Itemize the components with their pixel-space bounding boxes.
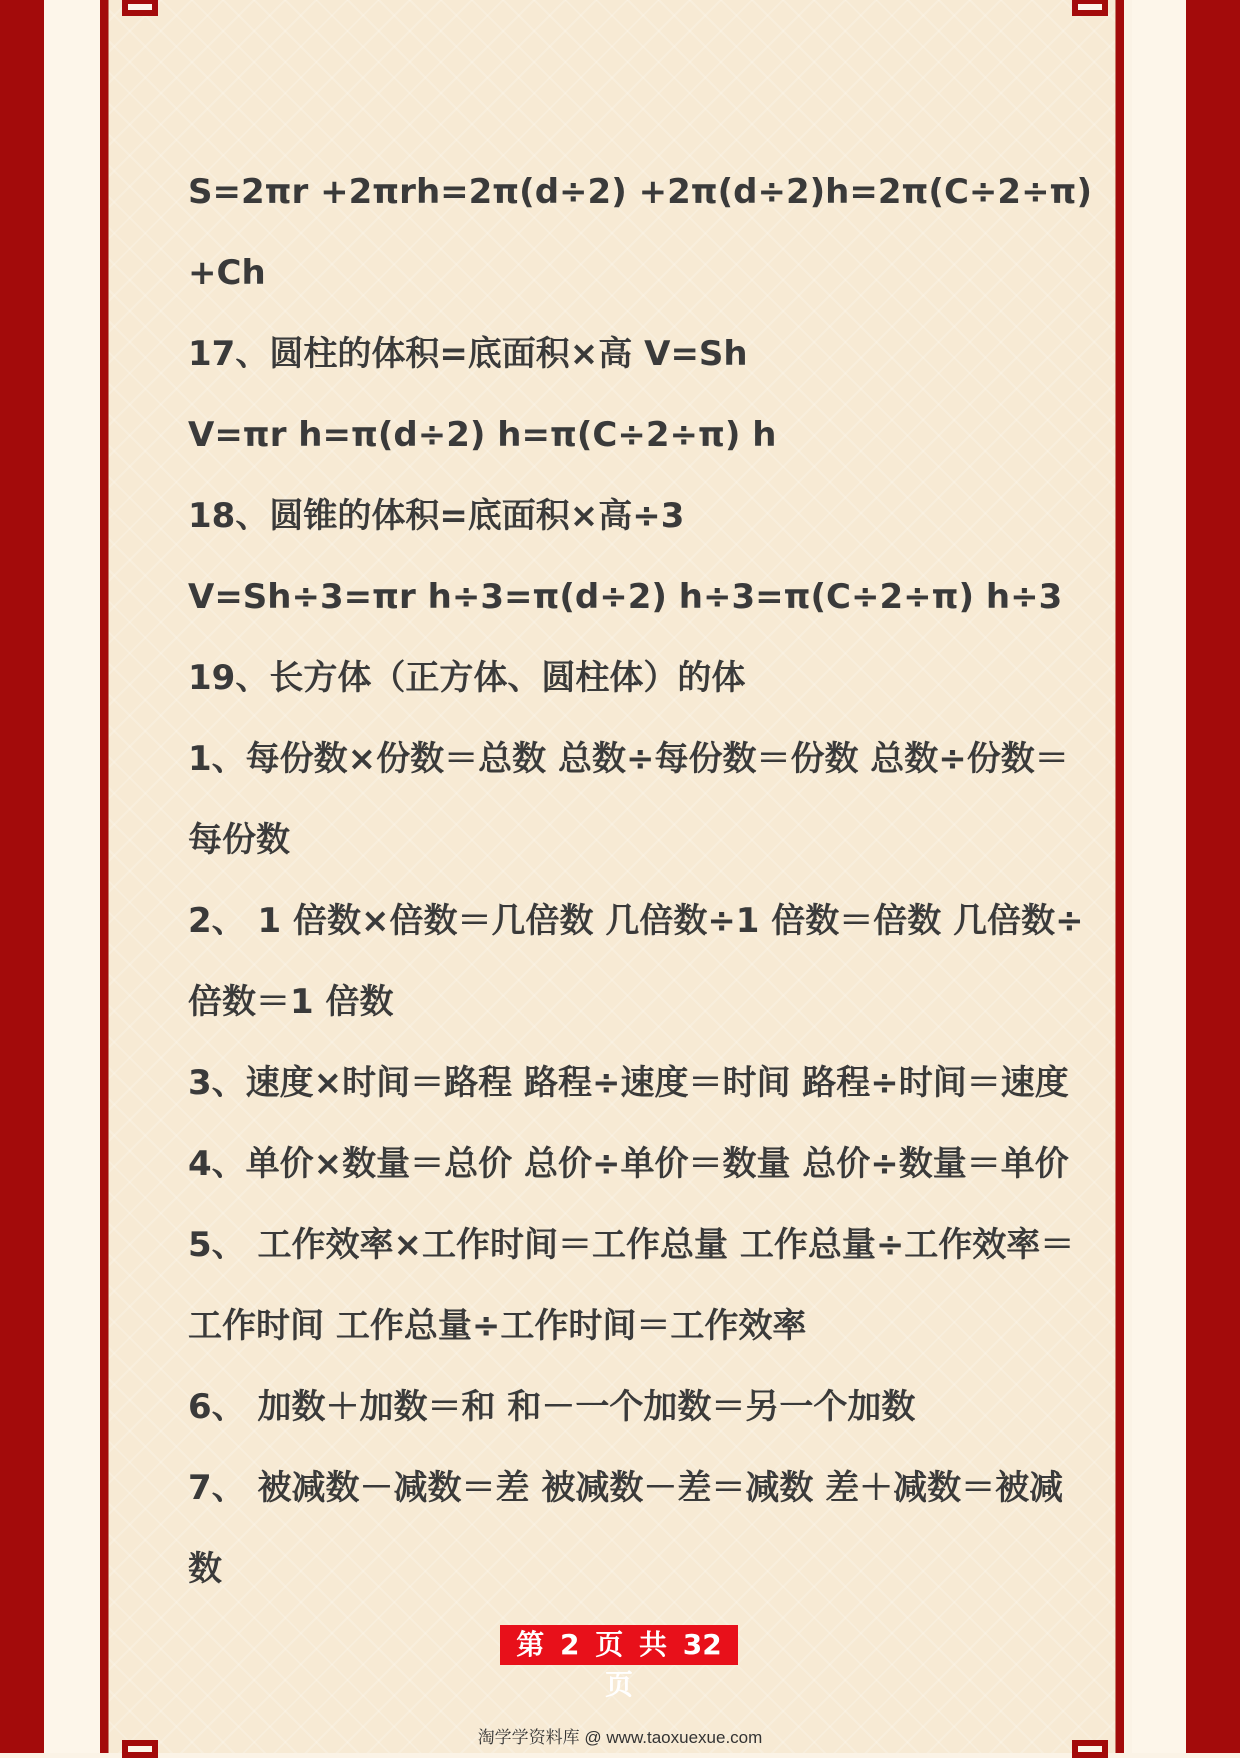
text-line: +Ch [188, 253, 266, 293]
text-line: 17、圆柱的体积=底面积×高 V=Sh [188, 334, 748, 374]
right-margin-strip [1132, 0, 1186, 1753]
footer-watermark: 淘学学资料库 @ www.taoxuexue.com [477, 1728, 763, 1747]
text-line: V=πr h=π(d÷2) h=π(C÷2÷π) h [188, 415, 777, 455]
text-line: 倍数＝1 倍数 [188, 982, 394, 1022]
left-border-band [0, 0, 44, 1753]
text-line: 数 [188, 1549, 222, 1589]
formula-content [188, 152, 1092, 1610]
text-line: 2、 1 倍数×倍数＝几倍数 几倍数÷1 倍数＝倍数 几倍数÷ [188, 901, 1084, 941]
text-line: 工作时间 工作总量÷工作时间＝工作效率 [188, 1306, 807, 1346]
text-line: S=2πr +2πrh=2π(d÷2) +2π(d÷2)h=2π(C÷2÷π) [188, 172, 1092, 212]
text-line: 19、长方体（正方体、圆柱体）的体 [188, 658, 746, 698]
left-margin-strip [44, 0, 100, 1753]
text-line: 7、 被减数－减数＝差 被减数－差＝减数 差＋减数＝被减 [188, 1468, 1064, 1508]
text-line: 3、速度×时间＝路程 路程÷速度＝时间 路程÷时间＝速度 [188, 1063, 1069, 1103]
text-line: 4、单价×数量＝总价 总价÷单价＝数量 总价÷数量＝单价 [188, 1144, 1069, 1184]
text-line: 每份数 [188, 820, 290, 860]
text-line: 5、 工作效率×工作时间＝工作总量 工作总量÷工作效率＝ [188, 1225, 1075, 1265]
corner-ornament-top-left [122, 0, 158, 16]
corner-ornament-top-right [1072, 0, 1108, 16]
text-line: 1、每份数×份数＝总数 总数÷每份数＝份数 总数÷份数＝ [188, 739, 1069, 779]
text-line: V=Sh÷3=πr h÷3=π(d÷2) h÷3=π(C÷2÷π) h÷3 [188, 577, 1063, 617]
text-line: 18、圆锥的体积=底面积×高÷3 [188, 496, 685, 536]
right-border-band [1186, 0, 1240, 1753]
page-number-badge: 第 2 页 共 32 页 [500, 1625, 738, 1665]
text-line: 6、 加数＋加数＝和 和－一个加数＝另一个加数 [188, 1387, 916, 1427]
